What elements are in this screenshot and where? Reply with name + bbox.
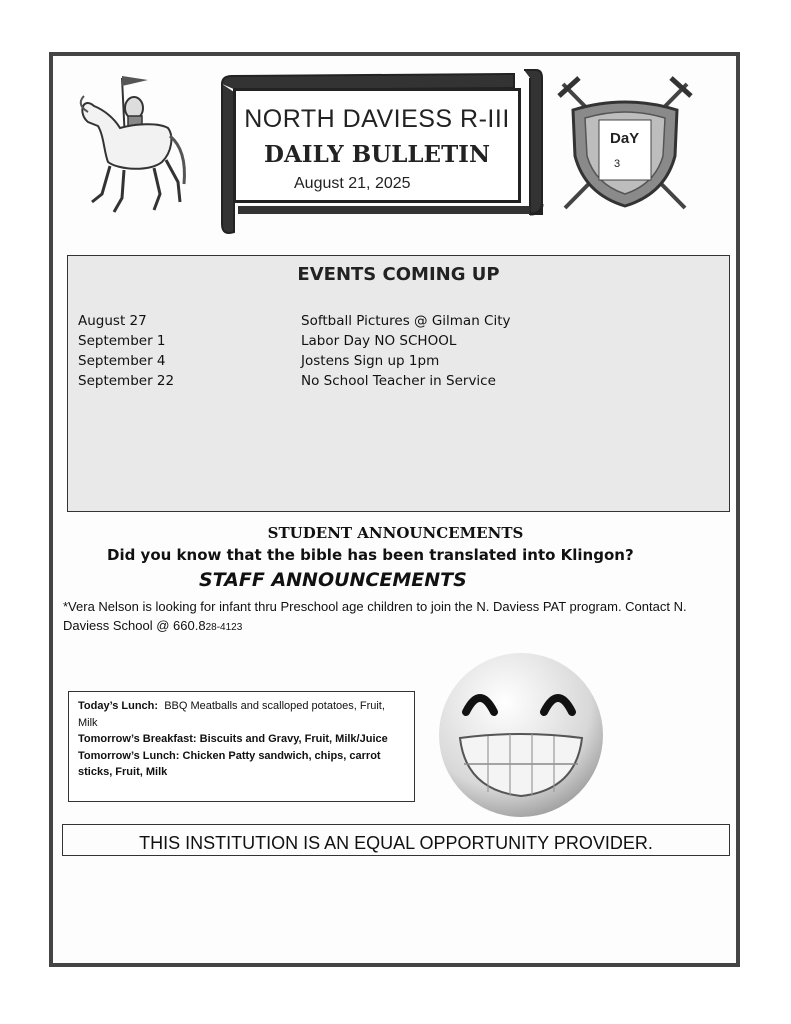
day-label: DaY bbox=[610, 130, 640, 147]
title-scroll bbox=[214, 64, 544, 239]
event-row bbox=[68, 313, 729, 333]
tomorrow-lunch-value: Chicken Patty sandwich, chips, carrot sticks, Fruit, Milk bbox=[78, 749, 381, 778]
tomorrow-breakfast-label: Tomorrow’s Breakfast: bbox=[78, 733, 197, 745]
student-announcements-title: STUDENT ANNOUNCEMENTS bbox=[267, 524, 524, 542]
bulletin-date: August 21, 2025 bbox=[294, 175, 411, 192]
lunch-menu-box bbox=[68, 691, 415, 802]
tomorrow-breakfast-value: Biscuits and Gravy, Fruit, Milk/Juice bbox=[199, 733, 388, 745]
event-date: September 4 bbox=[78, 353, 166, 369]
events-box bbox=[67, 255, 730, 512]
event-description: Jostens Sign up 1pm bbox=[301, 353, 440, 369]
student-announcement-text: Did you know that the bible has been translated into Klingon? bbox=[107, 546, 634, 564]
event-row bbox=[68, 373, 729, 393]
event-date: September 22 bbox=[78, 373, 175, 389]
event-row bbox=[68, 333, 729, 353]
school-name: NORTH DAVIESS R-III bbox=[244, 105, 510, 133]
bulletin-title: DAILY BULLETIN bbox=[264, 141, 490, 168]
staff-announcement-body: *Vera Nelson is looking for infant thru Preschool age children to join the N. Daviess PAT program. Contact N. Daviess School @ bbox=[63, 599, 687, 633]
today-lunch-value: BBQ Meatballs and scalloped potatoes, Fruit, Milk bbox=[78, 700, 385, 729]
title-box bbox=[233, 88, 521, 203]
event-date: September 1 bbox=[78, 333, 166, 349]
events-title: EVENTS COMING UP bbox=[297, 264, 500, 285]
phone-prefix: 660.8 bbox=[173, 618, 206, 633]
staff-announcement-text bbox=[63, 597, 723, 637]
event-description: No School Teacher in Service bbox=[301, 373, 496, 389]
today-lunch-label: Today’s Lunch: bbox=[78, 700, 159, 712]
staff-announcements-title: STAFF ANNOUNCEMENTS bbox=[199, 569, 467, 591]
knight-on-horse-logo bbox=[74, 66, 190, 216]
day-number: 3 bbox=[614, 158, 621, 170]
event-description: Labor Day NO SCHOOL bbox=[301, 333, 457, 349]
event-row bbox=[68, 353, 729, 373]
grinning-smiley-icon bbox=[436, 650, 606, 820]
tomorrow-lunch-label: Tomorrow’s Lunch: bbox=[78, 749, 180, 762]
event-date: August 27 bbox=[78, 313, 147, 329]
equal-opportunity-statement: THIS INSTITUTION IS AN EQUAL OPPORTUNITY PROVIDER. bbox=[62, 824, 730, 856]
phone-suffix: 28-4123 bbox=[205, 622, 243, 633]
event-description: Softball Pictures @ Gilman City bbox=[301, 313, 511, 329]
